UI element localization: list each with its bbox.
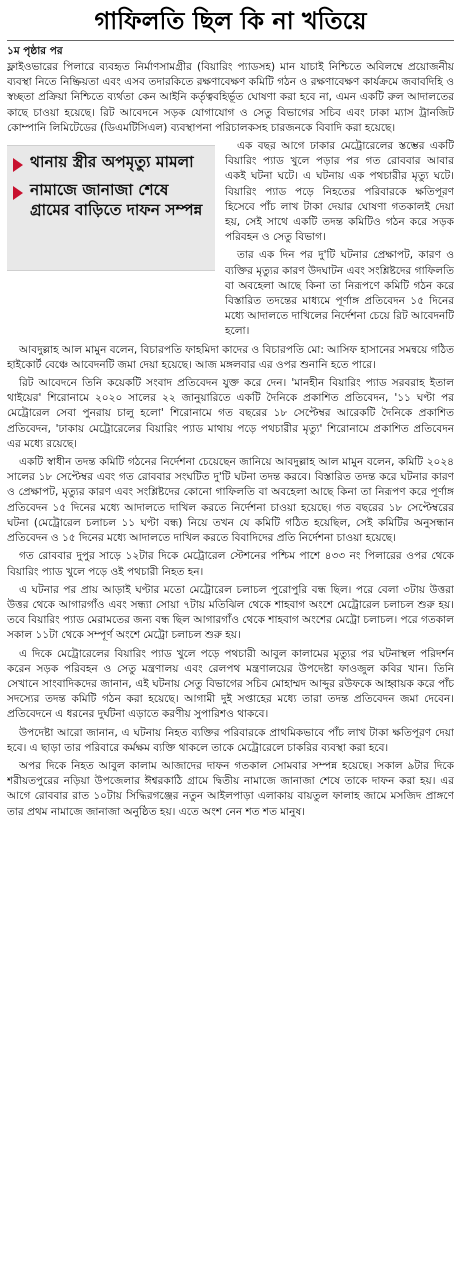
headline-divider xyxy=(7,40,454,41)
article-body xyxy=(7,60,454,1275)
paragraph: গত রোববার দুপুর সাড়ে ১২টার দিকে মেট্রোরেল স্টেশনের পশ্চিম পাশে ৪৩৩ নং পিলারের ওপর থেকে বিয়ারিং প্যাড খুলে পড়ে ওই পথচারী নিহত হন। xyxy=(7,550,454,578)
paragraph: এ ঘটনার পর প্রায় আড়াই ঘণ্টার মতো মেট্রোরেল চলাচল পুরোপুরি বন্ধ ছিল। পরে বেলা ৩টায় উত্তরা উত্তর থেকে আগারগাঁও এবং সন্ধ্যা সোয়া ৭টায় মতিঝিল থেকে শাহবাগ অংশে মেট্রোরেল চলাচল শুরু হয়। তবে বিয়ারিং প্যাড মেরামতের জন্য বন্ধ ছিল আগারগাঁও থেকে শাহবাগ অংশের মেট্রো চলাচল। পরে গতকাল সকাল ১১টা থেকে সম্পূর্ণ অংশে মেট্রো চলাচল শুরু হয়। xyxy=(7,583,454,642)
red-triangle-bullet-icon xyxy=(13,158,23,172)
paragraph: অপর দিকে নিহত আবুল কালাম আজাদের দাফন গতকাল সোমবার সম্পন্ন হয়েছে। সকাল ৯টার দিকে শরীয়তপুরের নড়িয়া উপজেলার ঈশ্বরকাঠি গ্রামে দ্বিতীয় নামাজে জানাজা শেষে তাকে দাফন করা হয়। এর আগে রোববার রাত ১০টায় সিদ্ধিরগঞ্জের নতুন আইলপাড়া এলাকায় বায়তুল ফালাহ জামে মসজিদ প্রাঙ্গণে তার প্রথম নামাজে জানাজা অনুষ্ঠিত হয়। এতে অংশ নেন শত শত মানুষ। xyxy=(7,759,454,818)
related-news-item[interactable] xyxy=(11,152,211,172)
continuation-note: ১ম পৃষ্ঠার পর xyxy=(7,45,63,57)
paragraph: ফ্লাইওভারের পিলারে ব্যবহৃত নির্মাণসামগ্রীর (বিয়ারিং প্যাডসহ) মান যাচাই নিশ্চিতে অবিলম্বে প্রয়োজনীয় ব্যবস্থা নিতে নিষ্ক্রিয়তা এবং এসব তদারকিতে রক্ষণাবেক্ষণ কমিটি গঠন ও রক্ষণাবেক্ষণ কার্যক্রমে জবাবদিহি ও স্বচ্ছতা প্রক্রিয়া নিশ্চিতে ব্যর্থতা কেন আইনি কর্তৃত্ববহির্ভূত ঘোষণা করা হবে না, এমন একটি রুল আদালতের কাছে চাওয়া হয়েছে। রিট আবেদনে সড়ক যোগাযোগ ও সেতু বিভাগের সচিব এবং ঢাকা ম্যাস ট্রানজিট কোম্পানি লিমিটেডের (ডিএমটিসিএল) ব্যবস্থাপনা পরিচালকসহ চারজনকে বিবাদি করা হয়েছে। xyxy=(7,61,454,134)
paragraph: এ দিকে মেট্রোরেলের বিয়ারিং প্যাড খুলে পড়ে পথচারী আবুল কালামের মৃত্যুর পর ঘটনাস্থল পরিদর্শন করেন সড়ক পরিবহন ও সেতু মন্ত্রণালয় এবং রেলপথ মন্ত্রণালয়ের উপদেষ্টা ফাওজুল কবির খান। তিনি সেখানে সাংবাদিকদের জানান, এই ঘটনায় সেতু বিভাগের সচিব মোহাম্মদ আব্দুর রউফকে আহ্বায়ক করে পাঁচ সদস্যের তদন্ত কমিটি গঠন করা হয়েছে। আগামী দুই সপ্তাহের মধ্যে তারা তদন্ত প্রতিবেদন জমা দেবেন। প্রতিবেদনে এ ধরনের দুর্ঘটনা এড়াতে করণীয় সুপারিশও থাকবে। xyxy=(7,647,454,721)
related-news-title: নামাজে জানাজা শেষে গ্রামের বাড়িতে দাফন সম্পন্ন xyxy=(30,181,203,220)
paragraph: উপদেষ্টা আরো জানান, এ ঘটনায় নিহত ব্যক্তির পরিবারকে প্রাথমিকভাবে পাঁচ লাখ টাকা ক্ষতিপূরণ দেয়া হবে। এ ছাড়া তার পরিবারে কর্মক্ষম ব্যক্তি থাকলে তাকে মেট্রোরেলে চাকরির ব্যবস্থা করা হবে। xyxy=(7,726,454,754)
paragraph: তার এক দিন পর দু'টি ঘটনার প্রেক্ষাপট, কারণ ও ব্যক্তির মৃত্যুর কারণ উদঘাটন এবং সংশ্লিষ্টদের গাফিলতি বা অবহেলা আছে কিনা তা নিরূপণে কমিটি গঠন করে বিস্তারিত তদন্তের মাধ্যমে পূর্ণাঙ্গ প্রতিবেদন ১৫ দিনের মধ্যে আদালতে দাখিলের নির্দেশনা চেয়ে রিট আবেদনটি হলো। xyxy=(225,249,454,338)
paragraph: আবদুল্লাহ আল মামুন বলেন, বিচারপতি ফাহমিদা কাদের ও বিচারপতি মো: আসিফ হাসানের সমন্বয়ে গঠিত হাইকোর্ট বেঞ্চে আবেদনটি জমা দেয়া হয়েছে। আজ মঙ্গলবার এর ওপর শুনানি হতে পারে। xyxy=(7,343,454,371)
related-news-box xyxy=(7,145,215,271)
headline: গাফিলতি ছিল কি না খতিয়ে xyxy=(94,7,367,35)
related-news-title: থানায় স্ত্রীর অপমৃত্যু মামলা xyxy=(30,153,194,172)
related-news-item[interactable] xyxy=(11,180,211,220)
paragraph: এক বছর আগে ঢাকার মেট্রোরেলের স্তম্ভের একটি বিয়ারিং প্যাড খুলে পড়ার পর গত রোববার আবার একই ঘটনা ঘটে। এ ঘটনায় এক পথচারীর মৃত্যু ঘটে। বিয়ারিং প্যাড পড়ে নিহতের পরিবারকে ক্ষতিপূরণ হিসেবে পাঁচ লাখ টাকা দেয়ার ঘোষণা গতকালই দেয়া হয়, সেই সাথে একটি তদন্ত কমিটিও গঠন করে সড়ক পরিবহন ও সেতু বিভাগ। xyxy=(225,140,454,244)
paragraph: একটি স্বাধীন তদন্ত কমিটি গঠনের নির্দেশনা চেয়েছেন জানিয়ে আবদুল্লাহ আল মামুন বলেন, কমিটি ২০২৪ সালের ১৮ সেপ্টেম্বর এবং গত রোববার সংঘটিত দু'টি ঘটনা তদন্ত করবে। বিস্তারিত তদন্ত করে ঘটনার কারণ ও প্রেক্ষাপট, মৃত্যুর কারণ এবং সংশ্লিষ্টদের কোনো গাফিলতি বা অবহেলা আছে কিনা তা নিরূপণ করে পূর্ণাঙ্গ প্রতিবেদন ১৫ দিনের মধ্যে আদালতে দাখিল করতে নির্দেশনা চাওয়া হয়েছে। গত বছরের ১৮ সেপ্টেম্বরের ঘটনা (মেট্রোরেল চলাচল ১১ ঘণ্টা বন্ধ) নিয়ে তখন যে কমিটি গঠিত হয়েছিল, সেই কমিটির অনুসন্ধান প্রতিবেদন ও ১৫ দিনের মধ্যে আদালতে দাখিল করতে বিবাদিদের প্রতি নির্দেশনা চাওয়া হয়েছে। xyxy=(7,456,454,545)
red-triangle-bullet-icon xyxy=(13,186,23,200)
paragraph: রিট আবেদনে তিনি কয়েকটি সংবাদ প্রতিবেদন যুক্ত করে দেন। 'মানহীন বিয়ারিং প্যাড সরবরাহ ইতাল থাইয়ের' শিরোনামে ২০২০ সালের ২২ জানুয়ারিতে একটি দৈনিকে প্রকাশিত প্রতিবেদন, '১১ ঘণ্টা পর মেট্রোরেল সেবা পুনরায় চালু হলো' শিরোনামে গত বছরের ১৮ সেপ্টেম্বর আরেকটি দৈনিকে প্রকাশিত প্রতিবেদন, 'ঢাকায় মেট্রোরেলের বিয়ারিং প্যাড মাথায় পড়ে পথচারীর মৃত্যু' শিরোনামে প্রকাশিত প্রতিবেদন এর মধ্যে রয়েছে। xyxy=(7,377,454,450)
